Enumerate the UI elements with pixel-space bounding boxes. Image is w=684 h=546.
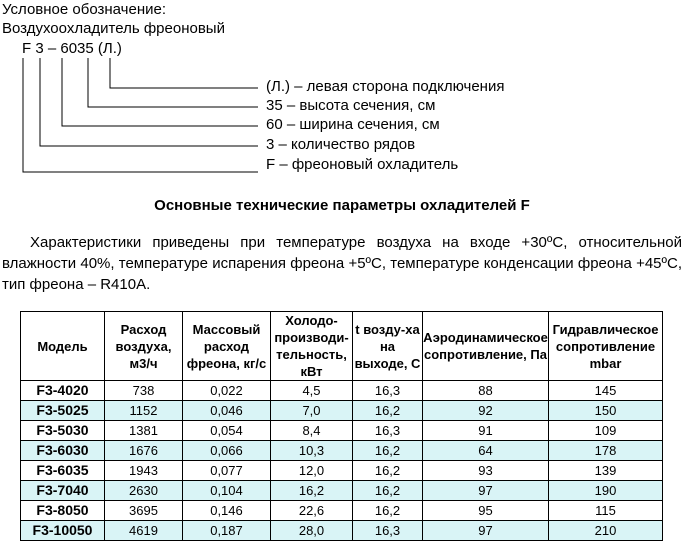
cell-cooling-capacity: 10,3 [271, 441, 353, 461]
cell-hydraulic-resistance: 150 [549, 401, 663, 421]
cell-airflow: 3695 [105, 501, 183, 521]
leader-line-rows [40, 58, 258, 146]
table-row [21, 441, 663, 461]
header-outlet-temp: t возду-ха на выходе, С [353, 312, 423, 381]
table-row [21, 381, 663, 401]
cell-hydraulic-resistance: 178 [549, 441, 663, 461]
cell-freon-flow: 0,104 [183, 481, 271, 501]
specs-table [20, 311, 663, 541]
cell-hydraulic-resistance: 139 [549, 461, 663, 481]
cell-airflow: 1943 [105, 461, 183, 481]
header-air-resistance: Аэродинамическое сопротивление, Па [423, 312, 549, 381]
cell-air-resistance: 95 [423, 501, 549, 521]
legend-item-side: (Л.) – левая сторона подключения [266, 78, 505, 95]
legend-item-width: 60 – ширина сечения, см [266, 116, 440, 133]
header-hydraulic-resistance: Гидравлическое сопротивление mbar [549, 312, 663, 381]
cell-model: F3-6030 [21, 441, 105, 461]
cell-freon-flow: 0,146 [183, 501, 271, 521]
table-row [21, 481, 663, 501]
designation-heading: Условное обозначение: [2, 1, 167, 18]
cell-model: F3-10050 [21, 521, 105, 541]
table-row [21, 421, 663, 441]
cell-outlet-temp: 16,2 [353, 441, 423, 461]
cell-cooling-capacity: 12,0 [271, 461, 353, 481]
cell-outlet-temp: 16,2 [353, 401, 423, 421]
cell-air-resistance: 92 [423, 401, 549, 421]
cell-cooling-capacity: 8,4 [271, 421, 353, 441]
header-airflow: Расход воздуха, м3/ч [105, 312, 183, 381]
cell-airflow: 1152 [105, 401, 183, 421]
intro-paragraph: Характеристики приведены при температуре воздуха на входе +30ºС, относительной влажности 40%, температуре испарения фреона +5ºС, температуре конденсации фреона +45ºС, тип фреона – R410А. [2, 234, 682, 293]
cell-cooling-capacity: 28,0 [271, 521, 353, 541]
table-row [21, 521, 663, 541]
cell-air-resistance: 97 [423, 521, 549, 541]
header-cooling-capacity: Холодо-производи-тельность, кВт [271, 312, 353, 381]
cell-air-resistance: 64 [423, 441, 549, 461]
leader-line-height [88, 58, 258, 107]
cell-freon-flow: 0,046 [183, 401, 271, 421]
cell-model: F3-5025 [21, 401, 105, 421]
cell-airflow: 1676 [105, 441, 183, 461]
table-row [21, 401, 663, 421]
leader-line-width [62, 58, 258, 126]
cell-model: F3-6035 [21, 461, 105, 481]
cell-air-resistance: 88 [423, 381, 549, 401]
cell-air-resistance: 91 [423, 421, 549, 441]
header-freon-flow: Массовый расход фреона, кг/с [183, 312, 271, 381]
legend-item-rows: 3 – количество рядов [266, 136, 416, 153]
cell-freon-flow: 0,022 [183, 381, 271, 401]
cell-airflow: 4619 [105, 521, 183, 541]
designation-code: F 3 – 6035 (Л.) [22, 40, 122, 57]
cell-outlet-temp: 16,2 [353, 501, 423, 521]
legend-item-height: 35 – высота сечения, см [266, 97, 436, 114]
cell-hydraulic-resistance: 115 [549, 501, 663, 521]
cell-cooling-capacity: 7,0 [271, 401, 353, 421]
cell-cooling-capacity: 16,2 [271, 481, 353, 501]
cell-outlet-temp: 16,2 [353, 481, 423, 501]
cell-freon-flow: 0,066 [183, 441, 271, 461]
cell-outlet-temp: 16,3 [353, 521, 423, 541]
cell-cooling-capacity: 4,5 [271, 381, 353, 401]
leader-line-type [23, 58, 258, 172]
section-title: Основные технические параметры охладителей F [154, 197, 530, 214]
leader-line-side [110, 58, 258, 88]
cell-outlet-temp: 16,3 [353, 421, 423, 441]
table-row [21, 501, 663, 521]
cell-freon-flow: 0,077 [183, 461, 271, 481]
cell-hydraulic-resistance: 109 [549, 421, 663, 441]
cell-hydraulic-resistance: 190 [549, 481, 663, 501]
cell-hydraulic-resistance: 210 [549, 521, 663, 541]
header-model: Модель [21, 312, 105, 381]
cell-airflow: 738 [105, 381, 183, 401]
product-name: Воздухоохладитель фреоновый [2, 20, 225, 37]
legend-item-type: F – фреоновый охладитель [266, 156, 459, 173]
cell-freon-flow: 0,187 [183, 521, 271, 541]
cell-model: F3-4020 [21, 381, 105, 401]
cell-outlet-temp: 16,3 [353, 381, 423, 401]
cell-model: F3-8050 [21, 501, 105, 521]
table-header-row [21, 312, 663, 381]
cell-air-resistance: 97 [423, 481, 549, 501]
cell-hydraulic-resistance: 145 [549, 381, 663, 401]
table-row [21, 461, 663, 481]
cell-freon-flow: 0,054 [183, 421, 271, 441]
cell-outlet-temp: 16,2 [353, 461, 423, 481]
cell-model: F3-7040 [21, 481, 105, 501]
cell-airflow: 1381 [105, 421, 183, 441]
cell-cooling-capacity: 22,6 [271, 501, 353, 521]
cell-airflow: 2630 [105, 481, 183, 501]
cell-air-resistance: 93 [423, 461, 549, 481]
cell-model: F3-5030 [21, 421, 105, 441]
